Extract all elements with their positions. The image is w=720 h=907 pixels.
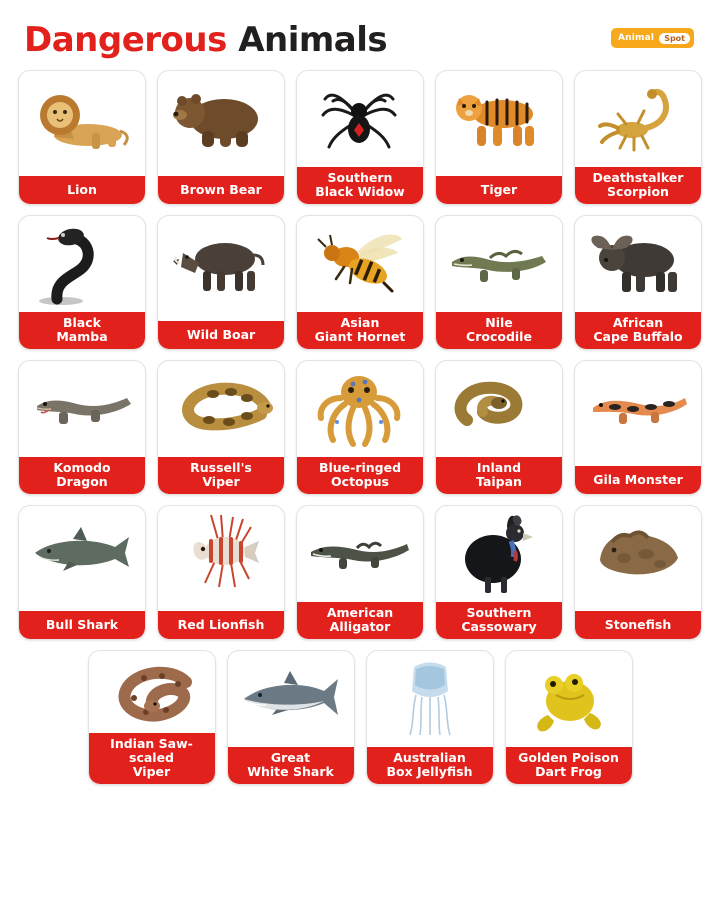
hornet-illustration	[297, 216, 423, 309]
animal-label-line1: Komodo	[53, 460, 111, 475]
animal-card-wild-boar[interactable]	[157, 215, 285, 350]
animal-label	[297, 457, 423, 494]
animal-label-line2: Viper	[202, 474, 240, 489]
card-row	[16, 360, 704, 495]
animal-label: Lion	[19, 176, 145, 204]
animal-card-asian-giant-hornet[interactable]	[296, 215, 424, 350]
animal-label-line1: Indian Saw-scaled	[110, 736, 193, 765]
black-widow-spider-illustration	[297, 71, 423, 164]
animal-card-great-white-shark[interactable]	[227, 650, 355, 785]
animal-card-lion[interactable]	[18, 70, 146, 205]
animal-label-line1: Australian	[393, 750, 466, 765]
poison-dart-frog-illustration	[506, 651, 632, 744]
animal-label-line1: Deathstalker	[592, 170, 684, 185]
animal-label-line2: Taipan	[476, 474, 522, 489]
animal-label	[89, 733, 215, 784]
card-row	[16, 505, 704, 640]
card-row	[16, 215, 704, 350]
title-word-dangerous: Dangerous	[24, 20, 227, 60]
animal-label-line2: Viper	[132, 764, 171, 779]
animal-label-line1: Southern	[327, 170, 393, 185]
animal-label	[228, 747, 354, 784]
animal-label-line1: Southern	[466, 605, 532, 620]
animal-label-line2: Alligator	[329, 619, 391, 634]
animal-label: Gila Monster	[575, 466, 701, 494]
animal-label-line2: Dragon	[56, 474, 108, 489]
black-mamba-snake-illustration	[19, 216, 145, 309]
animal-spot-logo	[611, 28, 694, 48]
animal-label-line1: Inland	[476, 460, 522, 475]
animal-label	[19, 312, 145, 349]
animal-label-line1: Black	[63, 315, 101, 330]
card-row	[16, 650, 704, 785]
animal-label-line2: White Shark	[247, 764, 334, 779]
russells-viper-illustration	[158, 361, 284, 454]
card-row	[16, 70, 704, 205]
animal-card-southern-black-widow[interactable]	[296, 70, 424, 205]
logo-word-animal: Animal	[617, 33, 655, 43]
animal-card-gila-monster[interactable]	[574, 360, 702, 495]
animal-label-line1: Asian	[340, 315, 380, 330]
animal-card-russells-viper[interactable]	[157, 360, 285, 495]
animal-label-line1: African	[612, 315, 664, 330]
animal-label-line1: American	[326, 605, 394, 620]
title-word-animals: Animals	[238, 20, 388, 60]
animal-card-american-alligator[interactable]	[296, 505, 424, 640]
inland-taipan-illustration	[436, 361, 562, 454]
animal-label	[19, 457, 145, 494]
wild-boar-illustration	[158, 216, 284, 309]
saw-scaled-viper-illustration	[89, 651, 215, 744]
animal-card-nile-crocodile[interactable]	[435, 215, 563, 350]
animal-label-line2: Dart Frog	[535, 764, 602, 779]
animal-label-line2: Giant Hornet	[314, 329, 406, 344]
alligator-illustration	[297, 506, 423, 599]
animal-label: Stonefish	[575, 611, 701, 639]
animal-label	[297, 312, 423, 349]
animal-label-line1: Golden Poison	[518, 750, 619, 765]
tiger-illustration	[436, 71, 562, 164]
animal-card-grid	[16, 70, 704, 785]
animal-label: Red Lionfish	[158, 611, 284, 639]
animal-label-line2: Cassowary	[461, 619, 537, 634]
animal-label-line2: Black Widow	[315, 184, 405, 199]
animal-card-blue-ringed-octopus[interactable]	[296, 360, 424, 495]
animal-card-tiger[interactable]	[435, 70, 563, 205]
animal-card-stonefish[interactable]	[574, 505, 702, 640]
animal-label	[297, 602, 423, 639]
octopus-illustration	[297, 361, 423, 454]
animal-label-line2: Crocodile	[466, 329, 532, 344]
animal-label	[436, 602, 562, 639]
animal-card-african-cape-buffalo[interactable]	[574, 215, 702, 350]
animal-card-bull-shark[interactable]	[18, 505, 146, 640]
animal-card-australian-box-jellyfish[interactable]	[366, 650, 494, 785]
page-header	[16, 14, 704, 66]
animal-label	[575, 312, 701, 349]
animal-label	[436, 312, 562, 349]
animal-label-line1: Russell's	[190, 460, 252, 475]
cassowary-illustration	[436, 506, 562, 599]
bull-shark-illustration	[19, 506, 145, 599]
crocodile-illustration	[436, 216, 562, 309]
animal-label-line2: Octopus	[331, 474, 389, 489]
animal-label	[575, 167, 701, 204]
animal-card-deathstalker-scorpion[interactable]	[574, 70, 702, 205]
animal-card-golden-poison-dart-frog[interactable]	[505, 650, 633, 785]
animal-label: Wild Boar	[158, 321, 284, 349]
animal-label-line2: Mamba	[56, 329, 108, 344]
cape-buffalo-illustration	[575, 216, 701, 309]
animal-card-southern-cassowary[interactable]	[435, 505, 563, 640]
animal-label-line1: Blue-ringed	[318, 460, 402, 475]
animal-label-line1: Great	[270, 750, 311, 765]
animal-label: Tiger	[436, 176, 562, 204]
animal-label	[506, 747, 632, 784]
scorpion-illustration	[575, 71, 701, 164]
lion-illustration	[19, 71, 145, 164]
animal-card-komodo-dragon[interactable]	[18, 360, 146, 495]
animal-card-brown-bear[interactable]	[157, 70, 285, 205]
komodo-dragon-illustration	[19, 361, 145, 454]
gila-monster-illustration	[575, 361, 701, 454]
animal-label	[436, 457, 562, 494]
animal-label-line2: Scorpion	[607, 184, 669, 199]
page-title	[16, 20, 388, 60]
animal-label	[297, 167, 423, 204]
animal-label: Bull Shark	[19, 611, 145, 639]
animal-card-indian-saw-scaled-viper[interactable]	[88, 650, 216, 785]
animal-card-inland-taipan[interactable]	[435, 360, 563, 495]
logo-word-spot: Spot	[659, 33, 690, 44]
animal-label	[367, 747, 493, 784]
animal-label-line2: Box Jellyfish	[386, 764, 473, 779]
animal-card-red-lionfish[interactable]	[157, 505, 285, 640]
lionfish-illustration	[158, 506, 284, 599]
stonefish-illustration	[575, 506, 701, 599]
animal-label-line1: Nile	[485, 315, 513, 330]
box-jellyfish-illustration	[367, 651, 493, 744]
animal-label: Brown Bear	[158, 176, 284, 204]
great-white-shark-illustration	[228, 651, 354, 744]
animal-label-line2: Cape Buffalo	[593, 329, 683, 344]
animal-card-black-mamba[interactable]	[18, 215, 146, 350]
animal-label	[158, 457, 284, 494]
brown-bear-illustration	[158, 71, 284, 164]
